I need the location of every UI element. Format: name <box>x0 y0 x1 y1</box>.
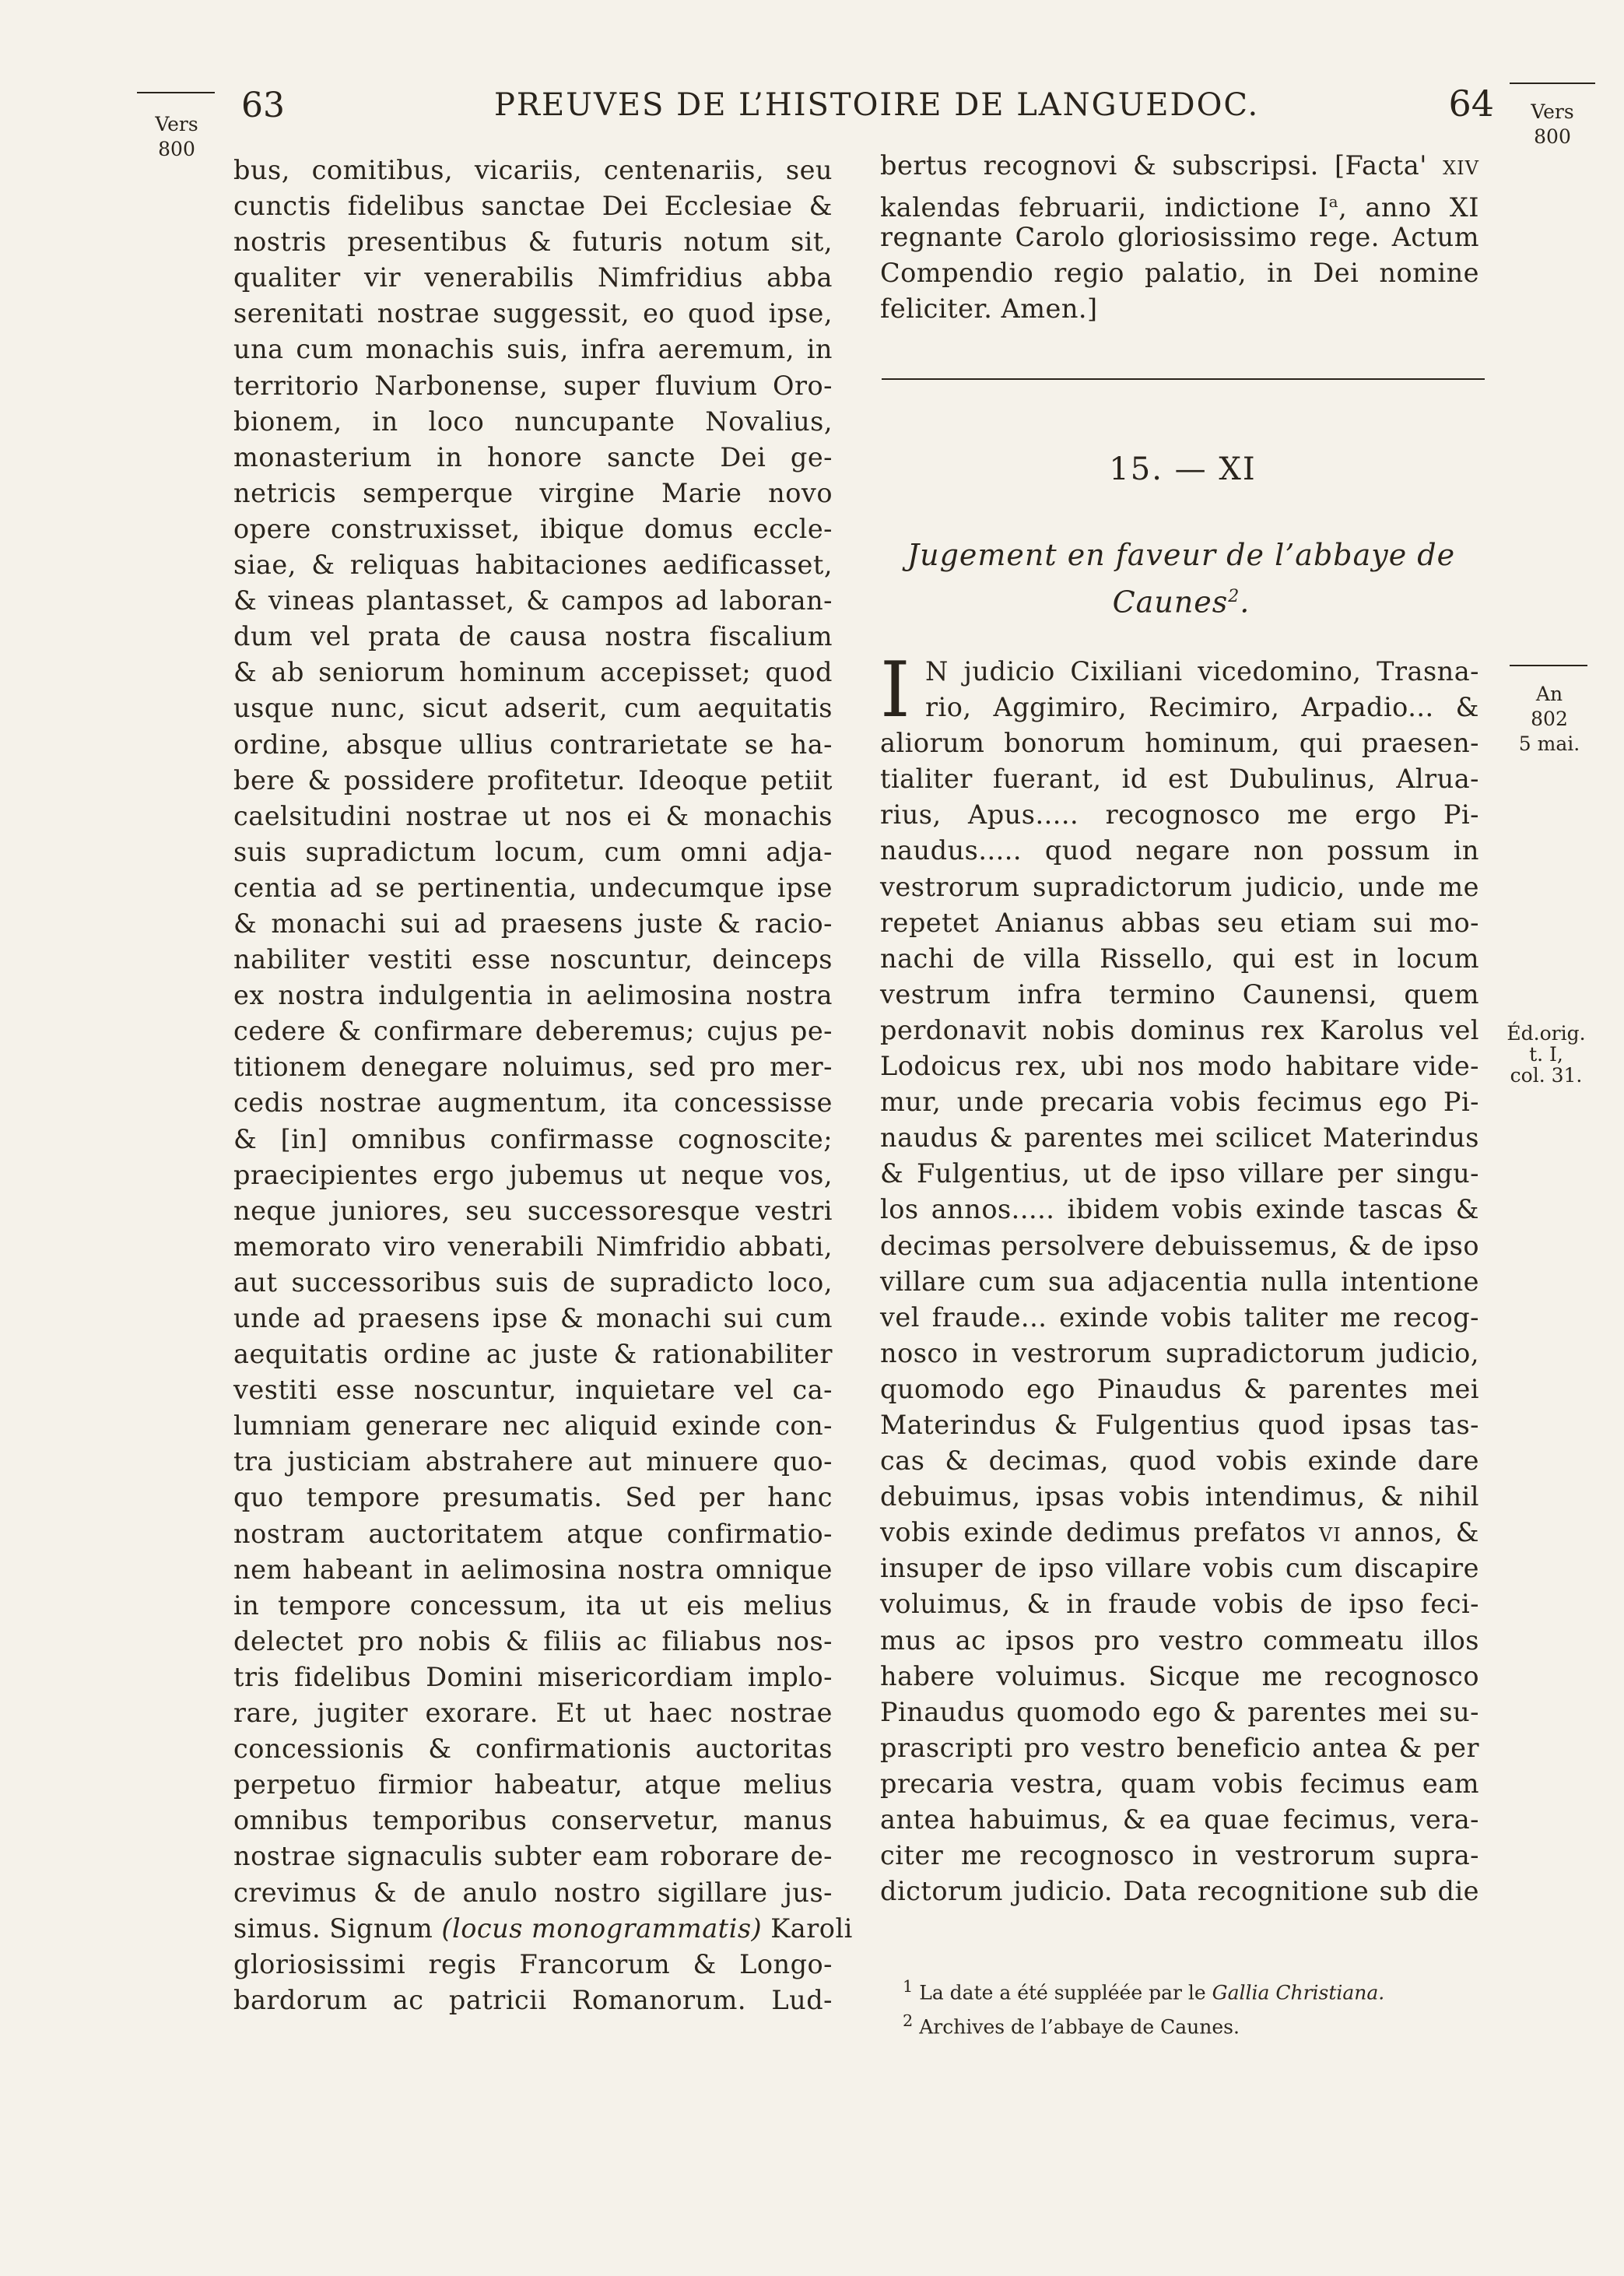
text-line: nostris presentibus & futuris notum sit, <box>233 227 833 258</box>
left-column <box>233 153 853 2018</box>
right-column-top <box>880 148 1479 327</box>
text-line: villare cum sua adjacentia nulla intentione <box>880 1266 1479 1297</box>
section-divider <box>882 378 1485 380</box>
text-line: voluimus, & in fraude vobis de ipso feci- <box>880 1589 1479 1620</box>
text-line: netricis semperque virgine Marie novo <box>233 477 833 508</box>
text-line: repetet Anianus abbas seu etiam sui mo- <box>880 907 1479 938</box>
text-line: Lodoicus rex, ubi nos modo habitare vide- <box>880 1051 1479 1082</box>
margin-note-edition: Éd.orig. t. I, col. 31. <box>1506 1022 1586 1087</box>
margin-rule-right-mid <box>1510 665 1587 666</box>
text-line: nostrae signaculis subter eam roborare de- <box>233 1841 833 1872</box>
text-line: N judicio Cixiliani vicedomino, Trasna- <box>925 656 1479 687</box>
drop-cap: I <box>880 646 911 735</box>
text-line: kalendas februarii, indictione $I^a$, anno XI <box>880 192 1479 223</box>
margin-note-right-date: Vers 800 <box>1531 100 1574 148</box>
text-line: bere & possidere profitetur. Ideoque petiit <box>233 764 833 796</box>
text-line: serenitati nostrae suggessit, eo quod ipse, <box>233 298 833 329</box>
footnote-ref: 2 <box>1228 587 1240 606</box>
text-line: bertus recognovi & subscripsi. [Facta' XIV <box>880 150 1479 181</box>
text-line: bardorum ac patricii Romanorum. Lud- <box>233 1984 833 2015</box>
text-line: aequitatis ordine ac juste & rationabiliter <box>233 1339 833 1370</box>
margin-rule-left <box>137 92 215 93</box>
text-line: centia ad se pertinentia, undecumque ipse <box>233 872 833 903</box>
text-line: nem habeant in aelimosina nostra omnique <box>233 1554 833 1585</box>
text-line: insuper de ipso villare vobis cum discapire <box>880 1553 1479 1584</box>
text-line: nachi de villa Rissello, qui est in locum <box>880 943 1479 974</box>
text-line-signum: simus. Signum (locus monogrammatis) Karoli <box>233 1912 853 1944</box>
text-line: feliciter. Amen.] <box>880 293 1098 325</box>
text-line: crevimus & de anulo nostro sigillare jus- <box>233 1877 833 1908</box>
text-line: & ab seniorum hominum accepisset; quod <box>233 657 833 688</box>
text-line: vestiti esse noscuntur, inquietare vel ca- <box>233 1375 833 1406</box>
section-number: 15. — XI <box>1109 451 1257 487</box>
text-line: Compendio regio palatio, in Dei nomine <box>880 258 1479 289</box>
text-line: decimas persolvere debuissemus, & de ipso <box>880 1230 1479 1261</box>
margin-rule-right-top <box>1510 83 1595 84</box>
text-line: nabiliter vestiti esse noscuntur, deinceps <box>233 944 833 975</box>
text-line: caelsitudini nostrae ut nos ei & monachis <box>233 800 833 831</box>
text-line: naudus..... quod negare non possum in <box>880 835 1479 866</box>
text-line: & vineas plantasset, & campos ad laboran- <box>233 585 833 616</box>
footnotes <box>903 1972 1494 2042</box>
text-line: vestrorum supradictorum judicio, unde me <box>880 871 1479 902</box>
text-line: los annos..... ibidem vobis exinde tascas & <box>880 1194 1479 1225</box>
text-line: vestrum infra termino Caunensi, quem <box>880 978 1479 1010</box>
text-line: lumniam generare nec aliquid exinde con- <box>233 1410 833 1442</box>
text-line: vobis exinde dedimus prefatos VI annos, & <box>880 1517 1480 1548</box>
text-line: in tempore concessum, ita ut eis melius <box>233 1589 833 1621</box>
text-line: territorio Narbonense, super fluvium Oro- <box>233 370 833 401</box>
footnote-2: $^2$ Archives de l’abbaye de Caunes. <box>903 2011 1240 2039</box>
text-line: perdonavit nobis dominus rex Karolus vel <box>880 1014 1479 1045</box>
text-line: cedere & confirmare deberemus; cujus pe- <box>233 1016 833 1047</box>
text-line: bionem, in loco nuncupante Novalius, <box>233 406 833 437</box>
text-line: naudus & parentes mei scilicet Materindus <box>880 1122 1479 1154</box>
text-line: nostram auctoritatem atque confirmatio- <box>233 1518 833 1549</box>
text-line: cunctis fidelibus sanctae Dei Ecclesiae & <box>233 191 833 222</box>
text-line: ordine, absque ullius contrarietate se ha- <box>233 729 833 760</box>
text-line: aliorum bonorum hominum, qui praesen- <box>880 728 1479 759</box>
text-line: omnibus temporibus conservetur, manus <box>233 1805 833 1836</box>
section-title: Jugement en faveur de l’abbaye de Caunes$^2$. <box>907 538 1456 620</box>
running-title: PREUVES DE L’HISTOIRE DE LANGUEDOC. <box>494 87 1260 123</box>
text-line: & Fulgentius, ut de ipso villare per singu- <box>880 1158 1479 1189</box>
text-line: dictorum judicio. Data recognitione sub die <box>880 1876 1479 1907</box>
text-line: quo tempore presumatis. Sed per hanc <box>233 1482 833 1513</box>
text-line: tialiter fuerant, id est Dubulinus, Alrua- <box>880 764 1479 795</box>
margin-note-year: An 802 5 mai. <box>1518 683 1580 755</box>
text-line: Materindus & Fulgentius quod ipsas tas- <box>880 1409 1479 1440</box>
text-line: vel fraude... exinde vobis taliter me recog- <box>880 1301 1479 1333</box>
margin-note-left-date: Vers 800 <box>155 113 198 160</box>
text-line: citer me recognosco in vestrorum supra- <box>880 1840 1479 1871</box>
text-line: neque juniores, seu successoresque vestri <box>233 1195 833 1226</box>
text-line: gloriosissimi regis Francorum & Longo- <box>233 1948 833 1979</box>
text-line: ex nostra indulgentia in aelimosina nostra <box>233 980 833 1011</box>
text-line: mus ac ipsos pro vestro commeatu illos <box>880 1624 1479 1656</box>
text-line: usque nunc, sicut adserit, cum aequitatis <box>233 693 833 724</box>
text-line: tris fidelibus Domini misericordiam implo- <box>233 1661 833 1692</box>
text-line: mur, unde precaria vobis fecimus ego Pi- <box>880 1087 1479 1118</box>
text-line: habere voluimus. Sicque me recognosco <box>880 1660 1479 1691</box>
text-line: opere construxisset, ibique domus eccle- <box>233 513 833 544</box>
text-line: qualiter vir venerabilis Nimfridius abba <box>233 262 833 293</box>
text-line: debuimus, ipsas vobis intendimus, & nihil <box>880 1481 1479 1512</box>
page-number-left: 63 <box>241 86 285 125</box>
text-line: rio, Aggimiro, Recimiro, Arpadio... & <box>925 692 1479 723</box>
text-line: cas & decimas, quod vobis exinde dare <box>880 1445 1479 1477</box>
text-line: siae, & reliquas habitaciones aedificasset, <box>233 550 833 581</box>
text-line: regnante Carolo gloriosissimo rege. Actum <box>880 222 1479 253</box>
text-line: bus, comitibus, vicariis, centenariis, seu <box>233 155 833 185</box>
right-column-body <box>880 646 1480 1909</box>
text-line: antea habuimus, & ea quae fecimus, vera- <box>880 1804 1479 1835</box>
text-line: tra justiciam abstrahere aut minuere quo- <box>233 1446 833 1477</box>
monogram-note: (locus monogrammatis) <box>441 1912 763 1944</box>
text-line: cedis nostrae augmentum, ita concessisse <box>233 1087 833 1119</box>
text-line: dum vel prata de causa nostra fiscalium <box>233 621 833 652</box>
text-line: Pinaudus quomodo ego & parentes mei su- <box>880 1696 1479 1727</box>
text-line: monasterium in honore sancte Dei ge- <box>233 441 833 472</box>
running-header <box>233 78 1494 125</box>
text-line: & [in] omnibus confirmasse cognoscite; <box>233 1123 833 1154</box>
text-line: rare, jugiter exorare. Et ut haec nostrae <box>233 1698 833 1729</box>
text-line: delectet pro nobis & filiis ac filiabus nos- <box>233 1625 833 1656</box>
text-line: concessionis & confirmationis auctoritas <box>233 1733 833 1765</box>
text-line: una cum monachis suis, infra aeremum, in <box>233 334 833 365</box>
text-line: aut successoribus suis de supradicto loco, <box>233 1266 833 1298</box>
text-line: precaria vestra, quam vobis fecimus eam <box>880 1768 1479 1799</box>
text-line: perpetuo firmior habeatur, atque melius <box>233 1769 833 1800</box>
text-line: unde ad praesens ipse & monachi sui cum <box>233 1303 833 1333</box>
text-line: prascripti pro vestro beneficio antea & per <box>880 1732 1479 1763</box>
text-line: memorato viro venerabili Nimfridio abbati, <box>233 1231 833 1262</box>
footnote-1: $^1$ La date a été suppléée par le Gallia Christiana. <box>903 1977 1385 2004</box>
text-line: suis supradictum locum, cum omni adja- <box>233 836 833 867</box>
text-line: quomodo ego Pinaudus & parentes mei <box>880 1373 1479 1404</box>
text-line: titionem denegare noluimus, sed pro mer- <box>233 1052 833 1083</box>
text-line: rius, Apus..... recognosco me ergo Pi- <box>880 799 1479 831</box>
text-line: praecipientes ergo jubemus ut neque vos, <box>233 1159 833 1190</box>
page-number-right: 64 <box>1448 83 1494 125</box>
text-line: nosco in vestrorum supradictorum judicio, <box>880 1337 1479 1368</box>
text-line: & monachi sui ad praesens juste & racio- <box>233 908 833 939</box>
